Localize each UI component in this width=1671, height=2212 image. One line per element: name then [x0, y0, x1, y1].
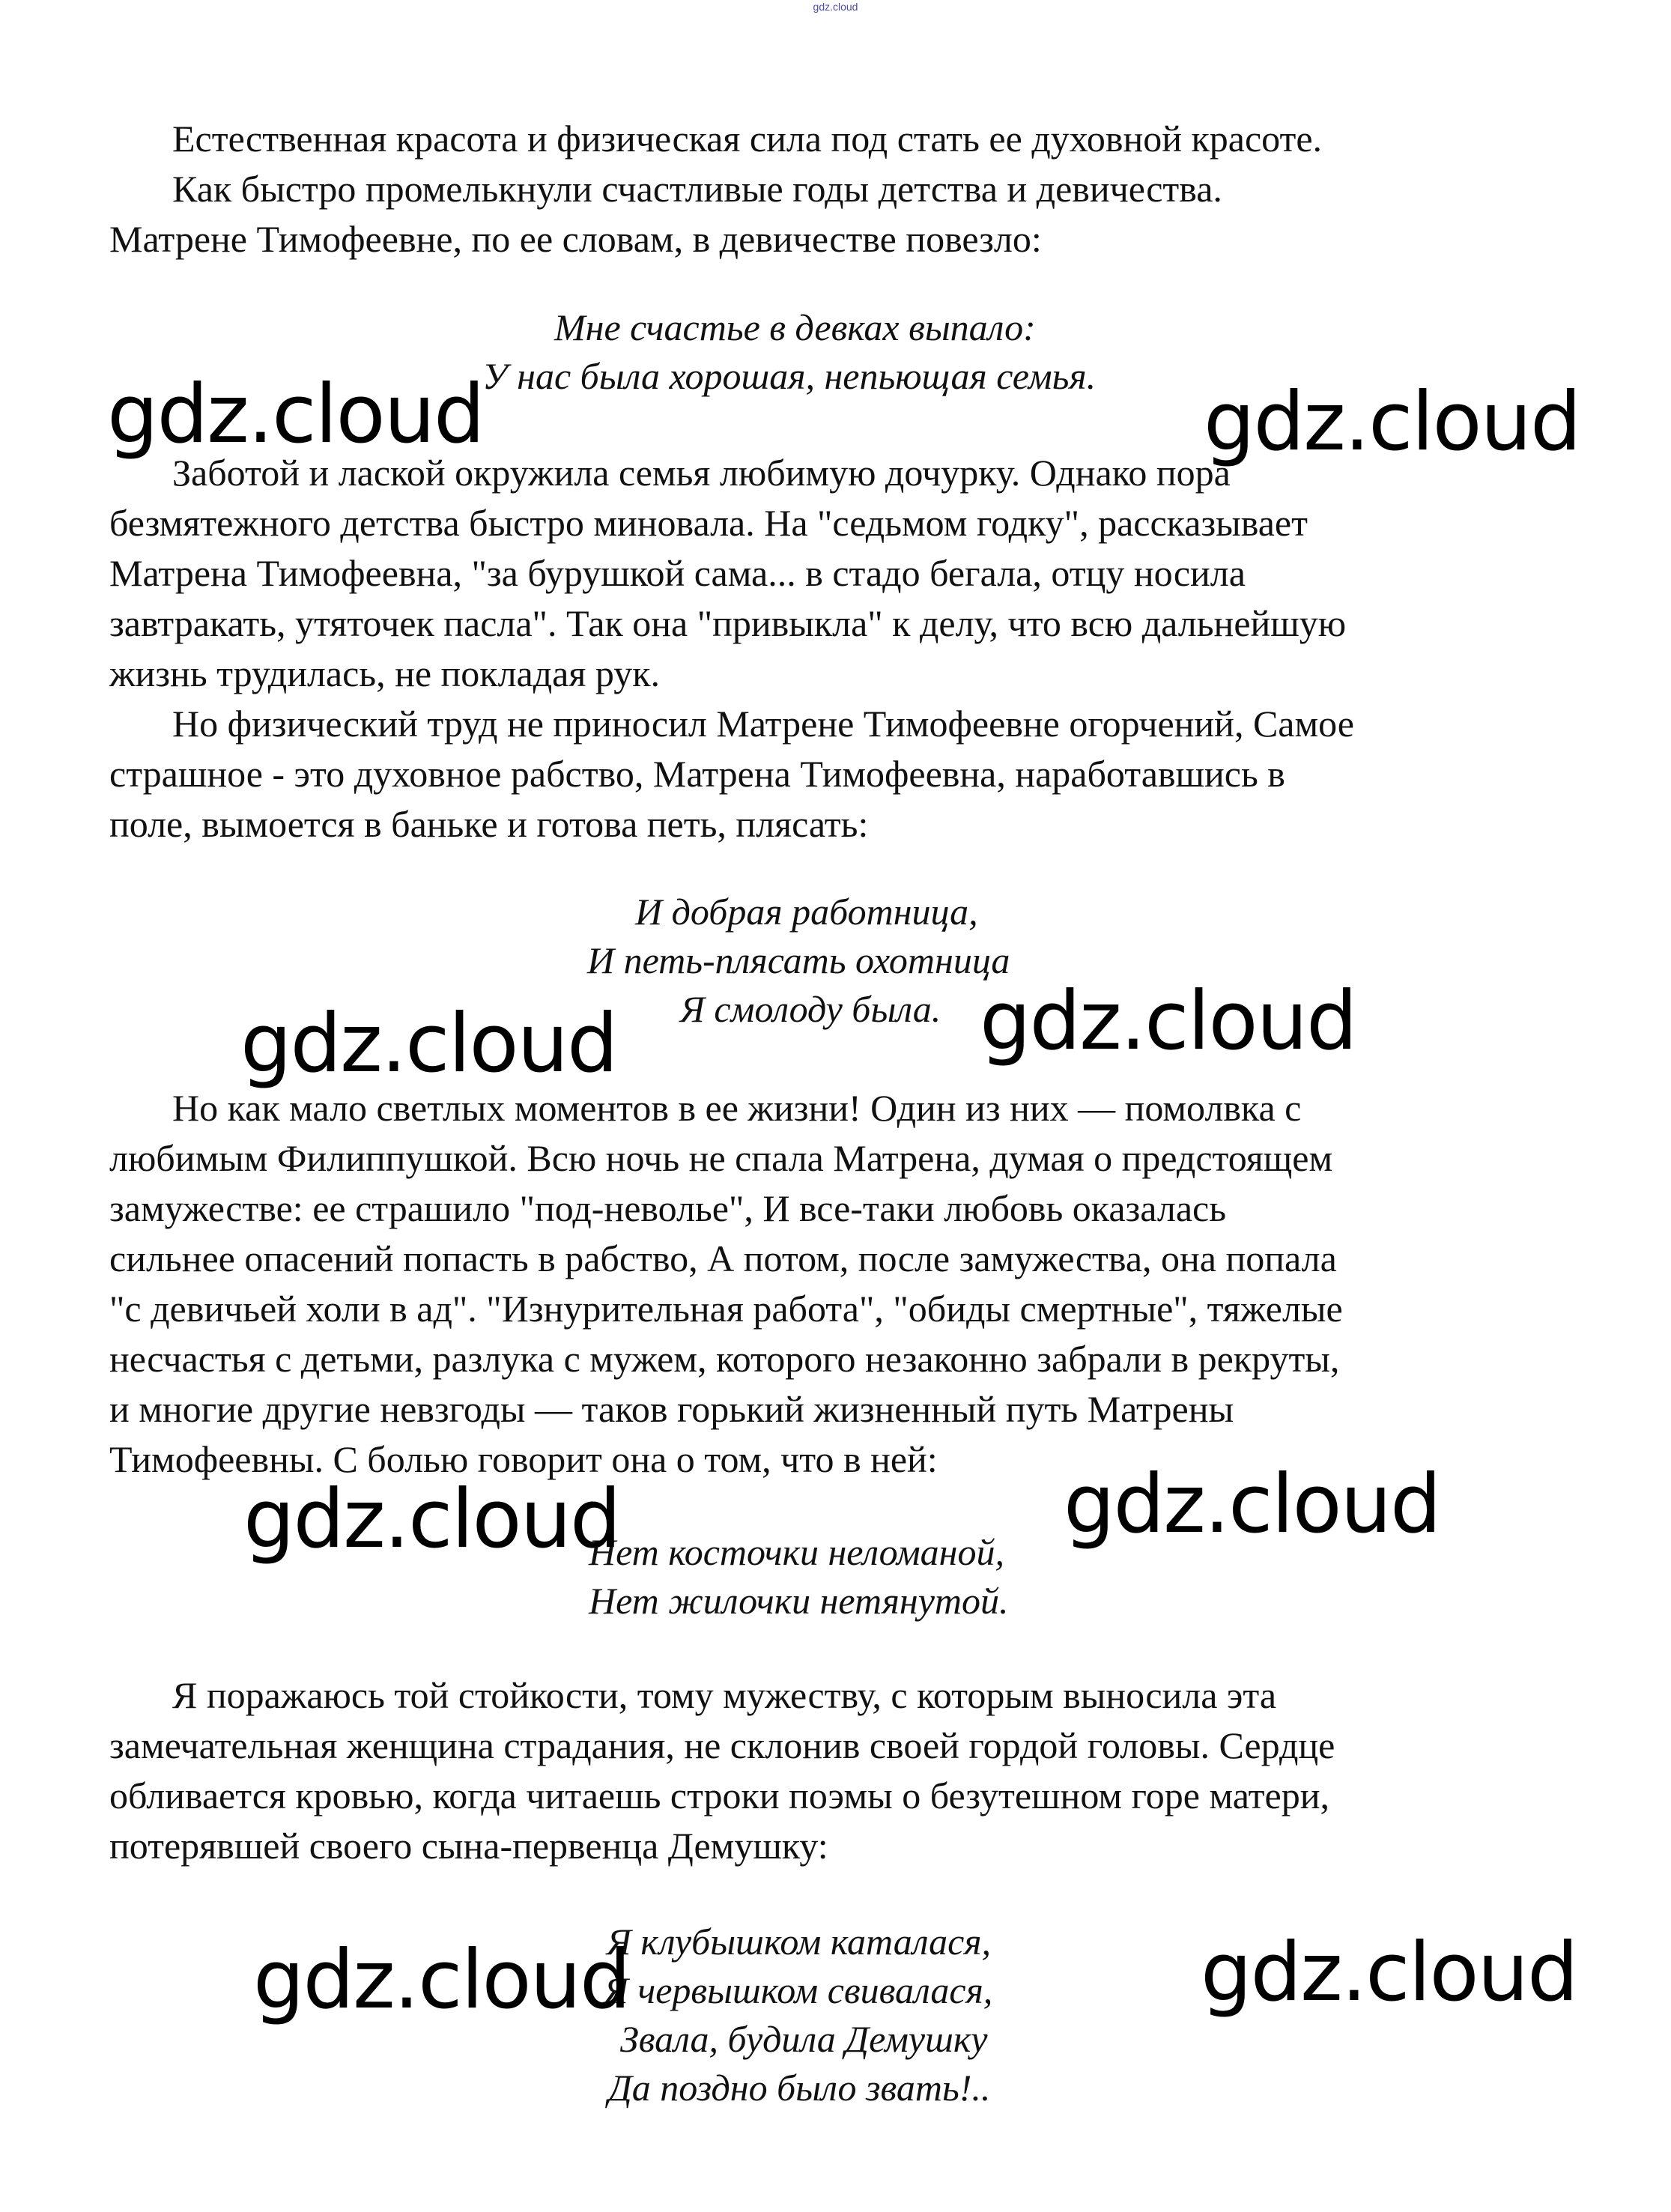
poem-line: Я клубышком каталася,: [607, 1921, 992, 1963]
poem-line: Мне счастье в девках выпало:: [554, 306, 1036, 348]
paragraph-line: поле, вымоется в баньке и готова петь, плясать:: [109, 803, 869, 845]
paragraph-line: Я поражаюсь той стойкости, тому мужеству, с которым выносила эта: [172, 1674, 1277, 1716]
watermark: gdz.cloud: [1204, 375, 1580, 469]
paragraph-line: Естественная красота и физическая сила под стать ее духовной красоте.: [172, 118, 1323, 160]
paragraph-1: [109, 114, 1570, 264]
paragraph-line: несчастья с детьми, разлука с мужем, которого незаконно забрали в рекруты,: [109, 1338, 1340, 1380]
poem-line: Я червышком свивалася,: [604, 1969, 993, 2011]
poem-line: Да поздно было звать!..: [608, 2067, 991, 2109]
paragraph-line: Матрене Тимофеевне, по ее словам, в девичестве повезло:: [109, 218, 1042, 260]
paragraph-line: безмятежного детства быстро миновала. На "седьмом годку", рассказывает: [109, 502, 1308, 544]
paragraph-line: завтракать, утяточек пасла". Так она "привыкла" к делу, что всю дальнейшую: [109, 602, 1347, 644]
paragraph-line: жизнь трудилась, не покладая рук.: [109, 652, 661, 694]
poem-line: Нет жилочки нетянутой.: [589, 1580, 1009, 1622]
watermark: gdz.cloud: [1064, 1458, 1440, 1551]
watermark: gdz.cloud: [240, 997, 617, 1091]
watermark: gdz.cloud: [980, 975, 1356, 1068]
header-site-mark: gdz.cloud: [813, 1, 858, 13]
paragraph-line: Заботой и лаской окружила семья любимую дочурку. Однако пора: [172, 452, 1231, 494]
paragraph-line: страшное - это духовное рабство, Матрена Тимофеевна, наработавшись в: [109, 753, 1285, 795]
paragraph-line: обливается кровью, когда читаешь строки поэмы о безутешном горе матери,: [109, 1775, 1329, 1816]
paragraph-line: Как быстро промелькнули счастливые годы детства и девичества.: [172, 168, 1222, 210]
watermark: gdz.cloud: [107, 368, 484, 461]
paragraph-line: любимым Филиппушкой. Всю ночь не спала Матрена, думая о предстоящем: [109, 1137, 1333, 1179]
paragraph-line: замечательная женщина страдания, не склонив своей гордой головы. Сердце: [109, 1724, 1335, 1766]
paragraph-line: Но как мало светлых моментов в ее жизни! Один из них — помолвка с: [172, 1087, 1302, 1129]
paragraph-3: [109, 1083, 1570, 1485]
paragraph-line: Тимофеевны. С болью говорит она о том, что в ней:: [109, 1438, 938, 1480]
paragraph-line: потерявшей своего сына-первенца Демушку:: [109, 1825, 828, 1867]
paragraph-line: Матрена Тимофеевна, "за бурушкой сама... в стадо бегала, отцу носила: [109, 552, 1246, 594]
paragraph-line: замужестве: ее страшило "под-неволье", И все-таки любовь оказалась: [109, 1187, 1227, 1229]
poem-line: И добрая работница,: [635, 891, 978, 933]
paragraph-line: Но физический труд не приносил Матрене Тимофеевне огорчений, Самое: [172, 703, 1354, 745]
watermark: gdz.cloud: [253, 1933, 630, 2027]
paragraph-2: [109, 448, 1570, 849]
poem-line: У нас была хорошая, непьющая семья.: [482, 355, 1097, 397]
paragraph-4: [109, 1670, 1570, 1871]
poem-line: И петь-плясать охотница: [587, 939, 1010, 981]
watermark: gdz.cloud: [243, 1473, 620, 1566]
poem-line: Звала, будила Демушку: [620, 2018, 988, 2060]
watermark: gdz.cloud: [1201, 1926, 1577, 2019]
poem-line: Я смолоду была.: [680, 988, 941, 1030]
paragraph-line: и многие другие невзгоды — таков горький жизненный путь Матрены: [109, 1388, 1234, 1430]
paragraph-line: "с девичьей холи в ад". "Изнурительная работа", "обиды смертные", тяжелые: [109, 1288, 1343, 1330]
poem-line: Нет косточки неломаной,: [589, 1531, 1004, 1573]
paragraph-line: сильнее опасений попасть в рабство, А потом, после замужества, она попала: [109, 1237, 1337, 1279]
